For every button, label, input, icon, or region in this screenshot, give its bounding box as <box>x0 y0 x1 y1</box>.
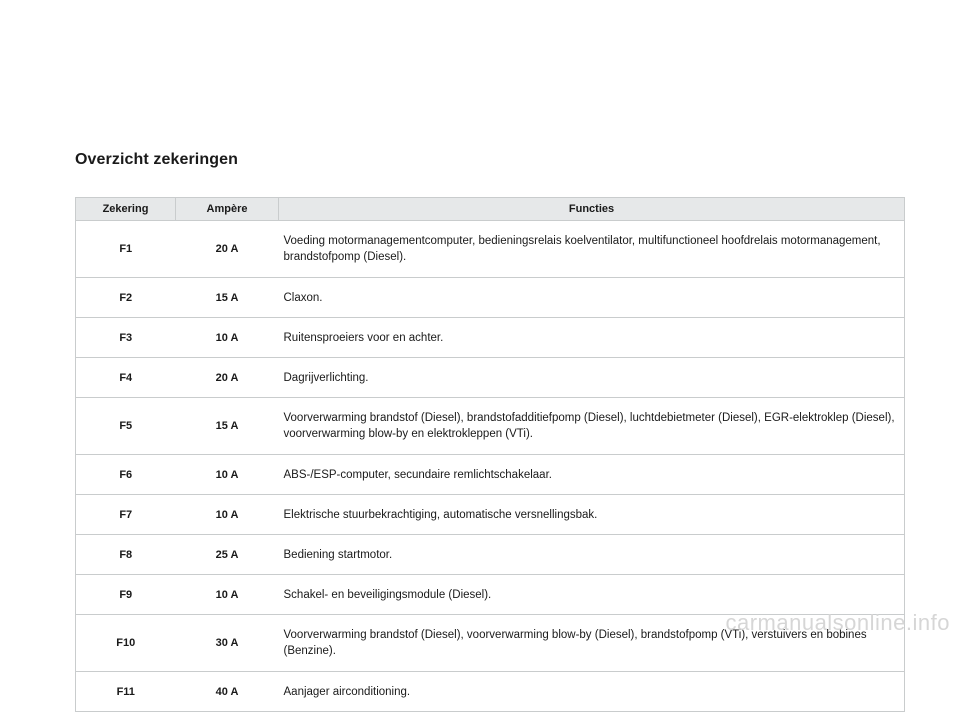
ampere-cell: 30 A <box>176 615 279 672</box>
table-row <box>76 535 905 575</box>
fuse-cell: F5 <box>76 398 176 455</box>
table-row <box>76 278 905 318</box>
fuse-cell: F9 <box>76 575 176 615</box>
ampere-cell: 10 A <box>176 575 279 615</box>
fuse-cell: F10 <box>76 615 176 672</box>
fuse-cell: F1 <box>76 221 176 278</box>
table-row <box>76 672 905 712</box>
column-header-functions: Functies <box>279 198 905 221</box>
fuse-cell: F4 <box>76 358 176 398</box>
ampere-cell: 10 A <box>176 318 279 358</box>
table-row <box>76 575 905 615</box>
table-row <box>76 455 905 495</box>
ampere-cell: 15 A <box>176 398 279 455</box>
table-row <box>76 358 905 398</box>
ampere-cell: 20 A <box>176 358 279 398</box>
ampere-cell: 25 A <box>176 535 279 575</box>
function-cell: Voorverwarming brandstof (Diesel), brandstofadditiefpomp (Diesel), luchtdebietmeter (Diesel), EGR-elektroklep (Diesel), voorverwarming blow-by en elektrokleppen (VTi). <box>279 398 905 455</box>
function-cell: Claxon. <box>279 278 905 318</box>
table-header-row <box>76 198 905 221</box>
column-header-ampere: Ampère <box>176 198 279 221</box>
page-title: Overzicht zekeringen <box>75 151 238 168</box>
ampere-cell: 10 A <box>176 455 279 495</box>
function-cell: Voeding motormanagementcomputer, bedieningsrelais koelventilator, multifunctioneel hoofdrelais motormanagement, brandstofpomp (Diesel). <box>279 221 905 278</box>
function-cell: Bediening startmotor. <box>279 535 905 575</box>
function-cell: Ruitensproeiers voor en achter. <box>279 318 905 358</box>
function-cell: ABS-/ESP-computer, secundaire remlichtschakelaar. <box>279 455 905 495</box>
table-row <box>76 318 905 358</box>
function-cell: Schakel- en beveiligingsmodule (Diesel). <box>279 575 905 615</box>
function-cell: Elektrische stuurbekrachtiging, automatische versnellingsbak. <box>279 495 905 535</box>
column-header-fuse: Zekering <box>76 198 176 221</box>
fuse-cell: F11 <box>76 672 176 712</box>
table-row <box>76 495 905 535</box>
ampere-cell: 20 A <box>176 221 279 278</box>
fuse-cell: F2 <box>76 278 176 318</box>
fuse-cell: F3 <box>76 318 176 358</box>
table-row <box>76 221 905 278</box>
watermark: carmanualsonline.info <box>725 610 950 635</box>
ampere-cell: 10 A <box>176 495 279 535</box>
table-row <box>76 398 905 455</box>
fuse-cell: F8 <box>76 535 176 575</box>
ampere-cell: 15 A <box>176 278 279 318</box>
function-cell: Voorverwarming brandstof (Diesel), voorverwarming blow-by (Diesel), brandstofpomp (VTi), verstuivers en bobines (Benzine). <box>279 615 905 672</box>
fuse-cell: F6 <box>76 455 176 495</box>
function-cell: Aanjager airconditioning. <box>279 672 905 712</box>
function-cell: Dagrijverlichting. <box>279 358 905 398</box>
fuse-cell: F7 <box>76 495 176 535</box>
ampere-cell: 40 A <box>176 672 279 712</box>
